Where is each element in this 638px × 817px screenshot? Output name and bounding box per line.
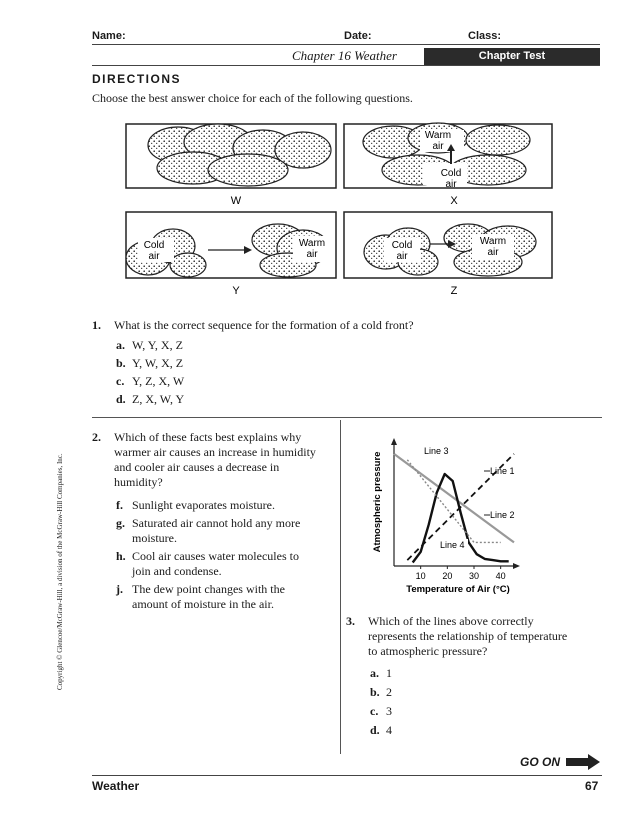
q2-option-letter: f. xyxy=(116,498,123,512)
header-rule xyxy=(92,44,600,45)
q1-option-letter: d. xyxy=(116,392,126,406)
footer-rule xyxy=(92,775,602,776)
chapter-test-badge: Chapter Test xyxy=(424,48,600,65)
q3-option-letter: b. xyxy=(370,685,380,699)
footer-subject: Weather xyxy=(92,779,140,793)
q3-option-text: 3 xyxy=(386,704,392,718)
x-tick-label: 40 xyxy=(495,571,506,581)
question-3 xyxy=(346,614,602,659)
q2-option-text: Cool air causes water molecules to xyxy=(132,549,299,563)
series-label-1: Line 1 xyxy=(490,466,515,476)
q2-text-line: Which of these facts best explains why xyxy=(114,430,302,444)
directions-text: Choose the best answer choice for each of the following questions. xyxy=(92,91,413,105)
q3-option-text: 1 xyxy=(386,666,392,680)
y-cold-air-label: Cold xyxy=(143,240,165,251)
series-label-4: Line 4 xyxy=(440,540,465,550)
label-w: W xyxy=(230,195,242,207)
go-on-arrow-icon xyxy=(566,754,602,770)
label-z: Z xyxy=(450,285,458,297)
label-x: X xyxy=(450,195,458,207)
q1-option-text: Y, Z, X, W xyxy=(132,374,185,388)
q2-option-f[interactable] xyxy=(116,498,275,513)
chapter-title: Chapter 16 Weather xyxy=(292,48,397,63)
x-tick-label: 20 xyxy=(442,571,453,581)
q3-option-letter: d. xyxy=(370,723,380,737)
x-axis-label: Temperature of Air (°C) xyxy=(406,584,510,595)
q2-text-line: warmer air causes an increase in humidity xyxy=(114,445,316,459)
directions-heading: DIRECTIONS xyxy=(92,72,182,86)
q2-option-letter: j. xyxy=(116,582,123,596)
series-line-4 xyxy=(407,460,500,543)
q3-text-line: represents the relationship of temperature xyxy=(368,629,568,643)
q3-option-text: 2 xyxy=(386,685,392,699)
q2-option-text: The dew point changes with the xyxy=(132,582,285,596)
q1-option-letter: a. xyxy=(116,338,125,352)
q2-option-text: amount of moisture in the air. xyxy=(132,597,274,611)
question-2 xyxy=(92,430,332,490)
q1-option-text: Y, W, X, Z xyxy=(132,356,184,370)
q2-option-letter: h. xyxy=(116,549,126,563)
series-label-3: Line 3 xyxy=(424,446,449,456)
y-axis-arrow xyxy=(391,438,397,445)
go-on-label: GO ON xyxy=(520,755,561,769)
column-divider xyxy=(340,420,341,754)
q1-number: 1. xyxy=(92,318,101,332)
q2-option-h[interactable] xyxy=(116,549,299,579)
label-y: Y xyxy=(232,285,240,297)
q2-option-g[interactable] xyxy=(116,516,300,546)
z-cold-air-label: Cold xyxy=(391,240,413,251)
q2-option-text: Saturated air cannot hold any more xyxy=(132,516,301,530)
section-divider xyxy=(92,417,602,418)
panel-z xyxy=(344,212,552,278)
z-warm-air-label: Warm xyxy=(479,236,507,247)
x-tick-label: 30 xyxy=(468,571,480,581)
y-warm-air-label: Warm xyxy=(298,238,326,249)
q2-option-text: moisture. xyxy=(132,531,177,545)
series-label-2: Line 2 xyxy=(490,510,515,520)
q2-option-letter: g. xyxy=(116,516,125,530)
class-label: Class: xyxy=(468,30,502,42)
x-axis-arrow xyxy=(513,563,520,569)
q3-option-letter: c. xyxy=(370,704,379,718)
q3-option-b[interactable] xyxy=(370,685,392,700)
x-cold-air-label-2: air xyxy=(445,179,457,190)
y-warm-air-label-2: air xyxy=(306,249,318,260)
x-cold-air-label: Cold xyxy=(440,168,462,179)
q1-option-b[interactable] xyxy=(116,356,183,371)
y-cold-air-label-2: air xyxy=(148,251,160,262)
q3-option-text: 4 xyxy=(386,723,392,737)
question-1 xyxy=(92,318,602,334)
name-label: Name: xyxy=(92,30,126,42)
q3-option-d[interactable] xyxy=(370,723,392,738)
date-label: Date: xyxy=(344,30,372,42)
q2-text-line: humidity? xyxy=(114,475,163,489)
q1-option-text: W, Y, X, Z xyxy=(132,338,183,352)
panel-w xyxy=(126,124,336,188)
q1-text: What is the correct sequence for the formation of a cold front? xyxy=(114,318,414,332)
q3-option-letter: a. xyxy=(370,666,379,680)
q1-option-letter: c. xyxy=(116,374,125,388)
z-cold-air-label-2: air xyxy=(396,251,408,262)
copyright-notice: Copyright © Glencoe/McGraw-Hill, a division of the McGraw-Hill Companies, Inc. xyxy=(56,453,64,690)
q3-number: 3. xyxy=(346,614,355,628)
q2-option-text: Sunlight evaporates moisture. xyxy=(132,498,275,512)
panel-x xyxy=(344,123,552,190)
temperature-pressure-chart xyxy=(368,436,528,600)
q1-option-text: Z, X, W, Y xyxy=(132,392,185,406)
q3-text-line: Which of the lines above correctly xyxy=(368,614,534,628)
z-warm-air-label-2: air xyxy=(487,247,499,258)
panel-y xyxy=(126,212,336,278)
header-underline xyxy=(92,65,600,66)
q1-option-d[interactable] xyxy=(116,392,184,407)
x-warm-air-label: Warm xyxy=(424,130,452,141)
page-number: 67 xyxy=(585,779,599,793)
q1-option-c[interactable] xyxy=(116,374,184,389)
q2-option-j[interactable] xyxy=(116,582,285,612)
q1-option-a[interactable] xyxy=(116,338,183,353)
q2-text-line: and cooler air causes a decrease in xyxy=(114,460,280,474)
q2-option-text: join and condense. xyxy=(132,564,222,578)
q3-option-c[interactable] xyxy=(370,704,392,719)
y-axis-label: Atmospheric pressure xyxy=(372,451,383,553)
q1-option-letter: b. xyxy=(116,356,126,370)
q2-number: 2. xyxy=(92,430,101,444)
q3-option-a[interactable] xyxy=(370,666,392,681)
q3-text-line: to atmospheric pressure? xyxy=(368,644,488,658)
x-tick-label: 10 xyxy=(415,571,426,581)
front-formation-diagram xyxy=(118,120,558,300)
x-warm-air-label-2: air xyxy=(432,141,444,152)
